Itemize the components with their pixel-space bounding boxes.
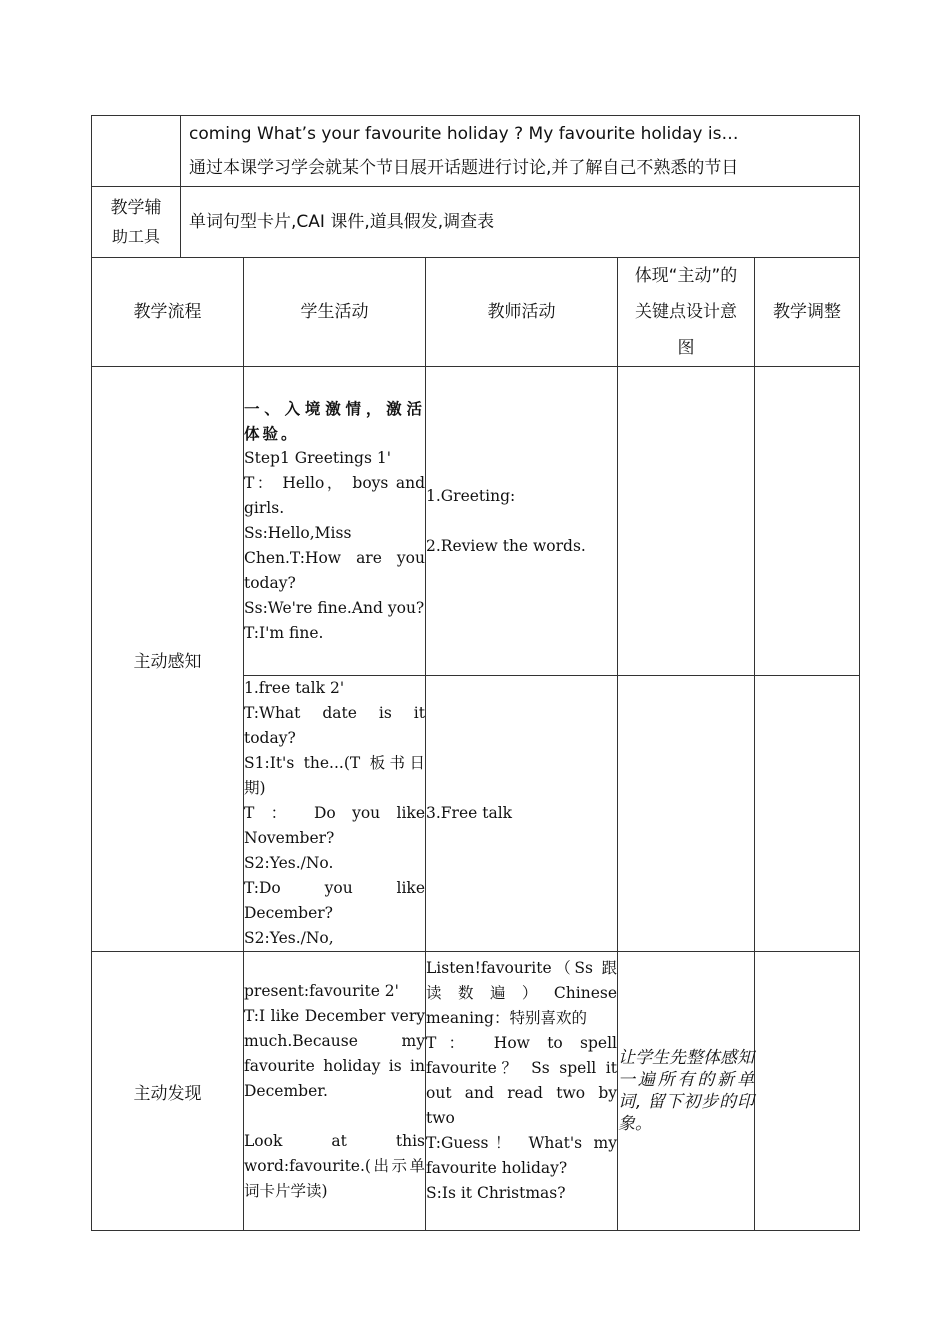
discover-student-line: present:favourite 2' <box>244 981 399 1000</box>
free-talk-line: T:What date is it today? <box>244 704 425 747</box>
header-process: 教学流程 <box>92 258 244 367</box>
free-talk-line: 1.free talk 2' <box>244 679 345 697</box>
greeting-row <box>92 367 860 676</box>
teaching-goal-row <box>92 116 860 187</box>
discover-design-cell <box>618 952 755 1231</box>
teaching-aids-row <box>92 187 860 258</box>
goal-line-1: coming What’s your favourite holiday ? My favourite holiday is… <box>189 124 739 144</box>
goal-label-cell <box>92 116 181 187</box>
aids-label-cell <box>92 187 181 258</box>
header-student-activity: 学生活动 <box>244 258 426 367</box>
header-design-intent <box>618 258 755 367</box>
aids-value: 单词句型卡片,CAI 课件,道具假发,调查表 <box>189 212 495 232</box>
teacher-free-talk: 3.Free talk <box>426 804 513 822</box>
greeting-line: T： Hello， boys and girls. <box>244 474 425 517</box>
stage-perceive: 主动感知 <box>92 367 244 952</box>
free-talk-line: T ： Do you like November? <box>244 804 425 847</box>
greeting-line: Step1 Greetings 1' <box>244 449 391 467</box>
free-talk-student-cell <box>244 676 426 952</box>
free-talk-design-cell <box>618 676 755 952</box>
teacher-greeting: 1.Greeting: <box>426 486 516 505</box>
greeting-heading: 一、入境激情，激活体验。 <box>244 399 425 443</box>
aids-label-line-1: 教学辅 <box>110 198 162 218</box>
free-talk-line: S2:Yes./No. <box>244 854 334 872</box>
goal-cell <box>181 116 860 187</box>
design-intent-text: 让学生先整体感知一遍所有的新单词, 留下初步的印象。 <box>618 1048 754 1134</box>
discover-student-line: Look at this word:favourite.(出示单词卡片学读) <box>244 1131 425 1200</box>
greeting-line: T:I'm fine. <box>244 624 324 642</box>
header-adjustment: 教学调整 <box>755 258 860 367</box>
aids-label-line-2: 助工具 <box>111 227 160 246</box>
discover-teacher-cell <box>426 952 618 1231</box>
free-talk-line: T:Do you like December? <box>244 879 425 922</box>
header-design-line-3: 图 <box>677 338 695 358</box>
greeting-line: Ss:Hello,Miss Chen.T:How are you today? <box>244 524 425 592</box>
greeting-teacher-cell <box>426 367 618 676</box>
teacher-review-words: 2.Review the words. <box>426 536 586 555</box>
free-talk-line: S2:Yes./No, <box>244 929 334 947</box>
discover-teacher-line: S:Is it Christmas? <box>426 1184 566 1202</box>
greeting-design-cell <box>618 367 755 676</box>
greeting-adjust-cell <box>755 367 860 676</box>
goal-line-2: 通过本课学习学会就某个节日展开话题进行讨论,并了解自己不熟悉的节日 <box>189 158 739 178</box>
discover-row <box>92 952 860 1231</box>
header-row <box>92 258 860 367</box>
discover-adjust-cell <box>755 952 860 1231</box>
discover-student-cell <box>244 952 426 1231</box>
header-design-line-1: 体现“主动”的 <box>634 266 738 286</box>
free-talk-teacher-cell <box>426 676 618 952</box>
header-design-line-2: 关键点设计意 <box>635 302 737 322</box>
header-teacher-activity: 教师活动 <box>426 258 618 367</box>
free-talk-line: S1:It's the...(T 板书日期) <box>244 754 425 797</box>
teaching-process-table <box>91 257 860 1231</box>
greeting-student-cell <box>244 367 426 676</box>
discover-teacher-line: T:Guess！ What's my favourite holiday? <box>426 1134 617 1177</box>
discover-student-line: T:I like December very much.Because my favourite holiday is in December. <box>244 1006 425 1100</box>
free-talk-adjust-cell <box>755 676 860 952</box>
aids-value-cell <box>181 187 860 258</box>
stage-discover: 主动发现 <box>92 952 244 1231</box>
discover-teacher-line: Listen!favourite（Ss 跟读数遍）Chinese meaning：特别喜欢的 <box>426 959 617 1027</box>
greeting-line: Ss:We're fine.And you? <box>244 599 425 617</box>
lesson-info-table <box>91 115 860 258</box>
discover-teacher-line: T： How to spell favourite？ Ss spell it out and read two by two <box>426 1034 617 1127</box>
